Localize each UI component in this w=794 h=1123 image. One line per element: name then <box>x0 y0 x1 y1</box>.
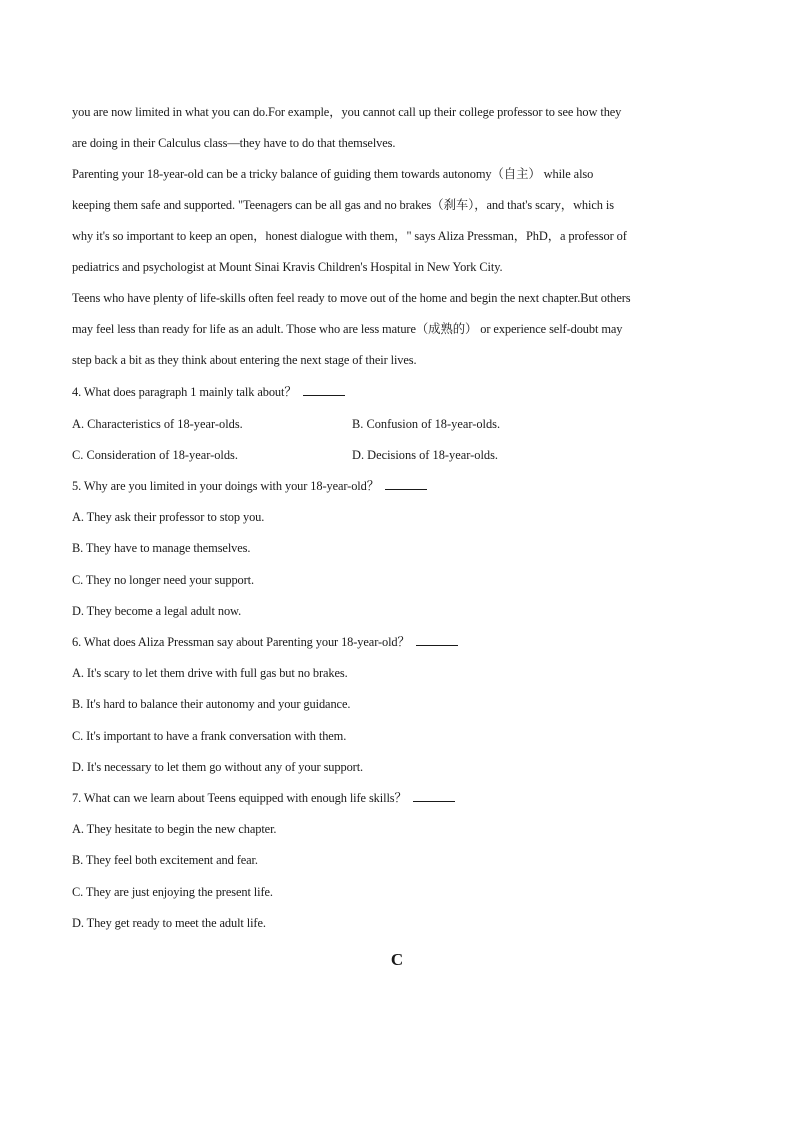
passage-line-4: keeping them safe and supported. "Teenagers can be all gas and no brakes（刹车），and that's scary，which is <box>72 198 614 212</box>
question-4-text: 4. What does paragraph 1 mainly talk about？ <box>72 385 297 399</box>
question-7-option-b[interactable]: B. They feel both excitement and fear. <box>72 853 258 867</box>
passage-line-8: may feel less than ready for life as an adult. Those who are less mature（成熟的） or experience self-doubt may <box>72 322 623 336</box>
question-4-option-a[interactable]: A. Characteristics of 18-year-olds. <box>72 417 243 431</box>
question-4-option-c[interactable]: C. Consideration of 18-year-olds. <box>72 448 238 462</box>
passage-line-1: you are now limited in what you can do.For example，you cannot call up their college professor to see how they <box>72 105 622 119</box>
question-5-stem <box>72 478 427 494</box>
question-6-option-a[interactable]: A. It's scary to let them drive with full gas but no brakes. <box>72 666 348 680</box>
passage-line-6: pediatrics and psychologist at Mount Sinai Kravis Children's Hospital in New York City. <box>72 260 503 274</box>
question-7-option-d[interactable]: D. They get ready to meet the adult life. <box>72 916 266 930</box>
answer-blank-6[interactable] <box>416 635 458 646</box>
passage-line-2: are doing in their Calculus class—they have to do that themselves. <box>72 136 396 150</box>
question-6-text: 6. What does Aliza Pressman say about Parenting your 18-year-old？ <box>72 635 410 649</box>
question-5-option-a[interactable]: A. They ask their professor to stop you. <box>72 510 265 524</box>
answer-blank-5[interactable] <box>385 479 427 490</box>
question-5-option-c[interactable]: C. They no longer need your support. <box>72 573 254 587</box>
passage-line-3: Parenting your 18-year-old can be a tricky balance of guiding them towards autonomy（自主） while also <box>72 167 594 181</box>
answer-blank-4[interactable] <box>303 385 345 396</box>
question-7-text: 7. What can we learn about Teens equipped with enough life skills？ <box>72 791 407 805</box>
question-6-stem <box>72 634 458 650</box>
passage-line-7: Teens who have plenty of life-skills often feel ready to move out of the home and begin the next chapter.But others <box>72 291 631 305</box>
section-heading: C <box>390 950 404 969</box>
question-7-option-a[interactable]: A. They hesitate to begin the new chapter. <box>72 822 277 836</box>
question-5-text: 5. Why are you limited in your doings with your 18-year-old？ <box>72 479 380 493</box>
question-7-stem <box>72 790 455 806</box>
question-4-option-d[interactable]: D. Decisions of 18-year-olds. <box>352 448 498 462</box>
question-6-option-c[interactable]: C. It's important to have a frank conversation with them. <box>72 729 347 743</box>
passage-line-9: step back a bit as they think about entering the next stage of their lives. <box>72 353 417 367</box>
question-6-option-b[interactable]: B. It's hard to balance their autonomy and your guidance. <box>72 697 351 711</box>
question-7-option-c[interactable]: C. They are just enjoying the present life. <box>72 885 273 899</box>
question-4-stem <box>72 384 345 400</box>
question-6-option-d[interactable]: D. It's necessary to let them go without any of your support. <box>72 760 364 774</box>
question-5-option-d[interactable]: D. They become a legal adult now. <box>72 604 242 618</box>
question-4-option-b[interactable]: B. Confusion of 18-year-olds. <box>352 417 501 431</box>
question-5-option-b[interactable]: B. They have to manage themselves. <box>72 541 251 555</box>
passage-line-5: why it's so important to keep an open，honest dialogue with them，" says Aliza Pressman，PhD，a professor of <box>72 229 627 243</box>
answer-blank-7[interactable] <box>413 791 455 802</box>
